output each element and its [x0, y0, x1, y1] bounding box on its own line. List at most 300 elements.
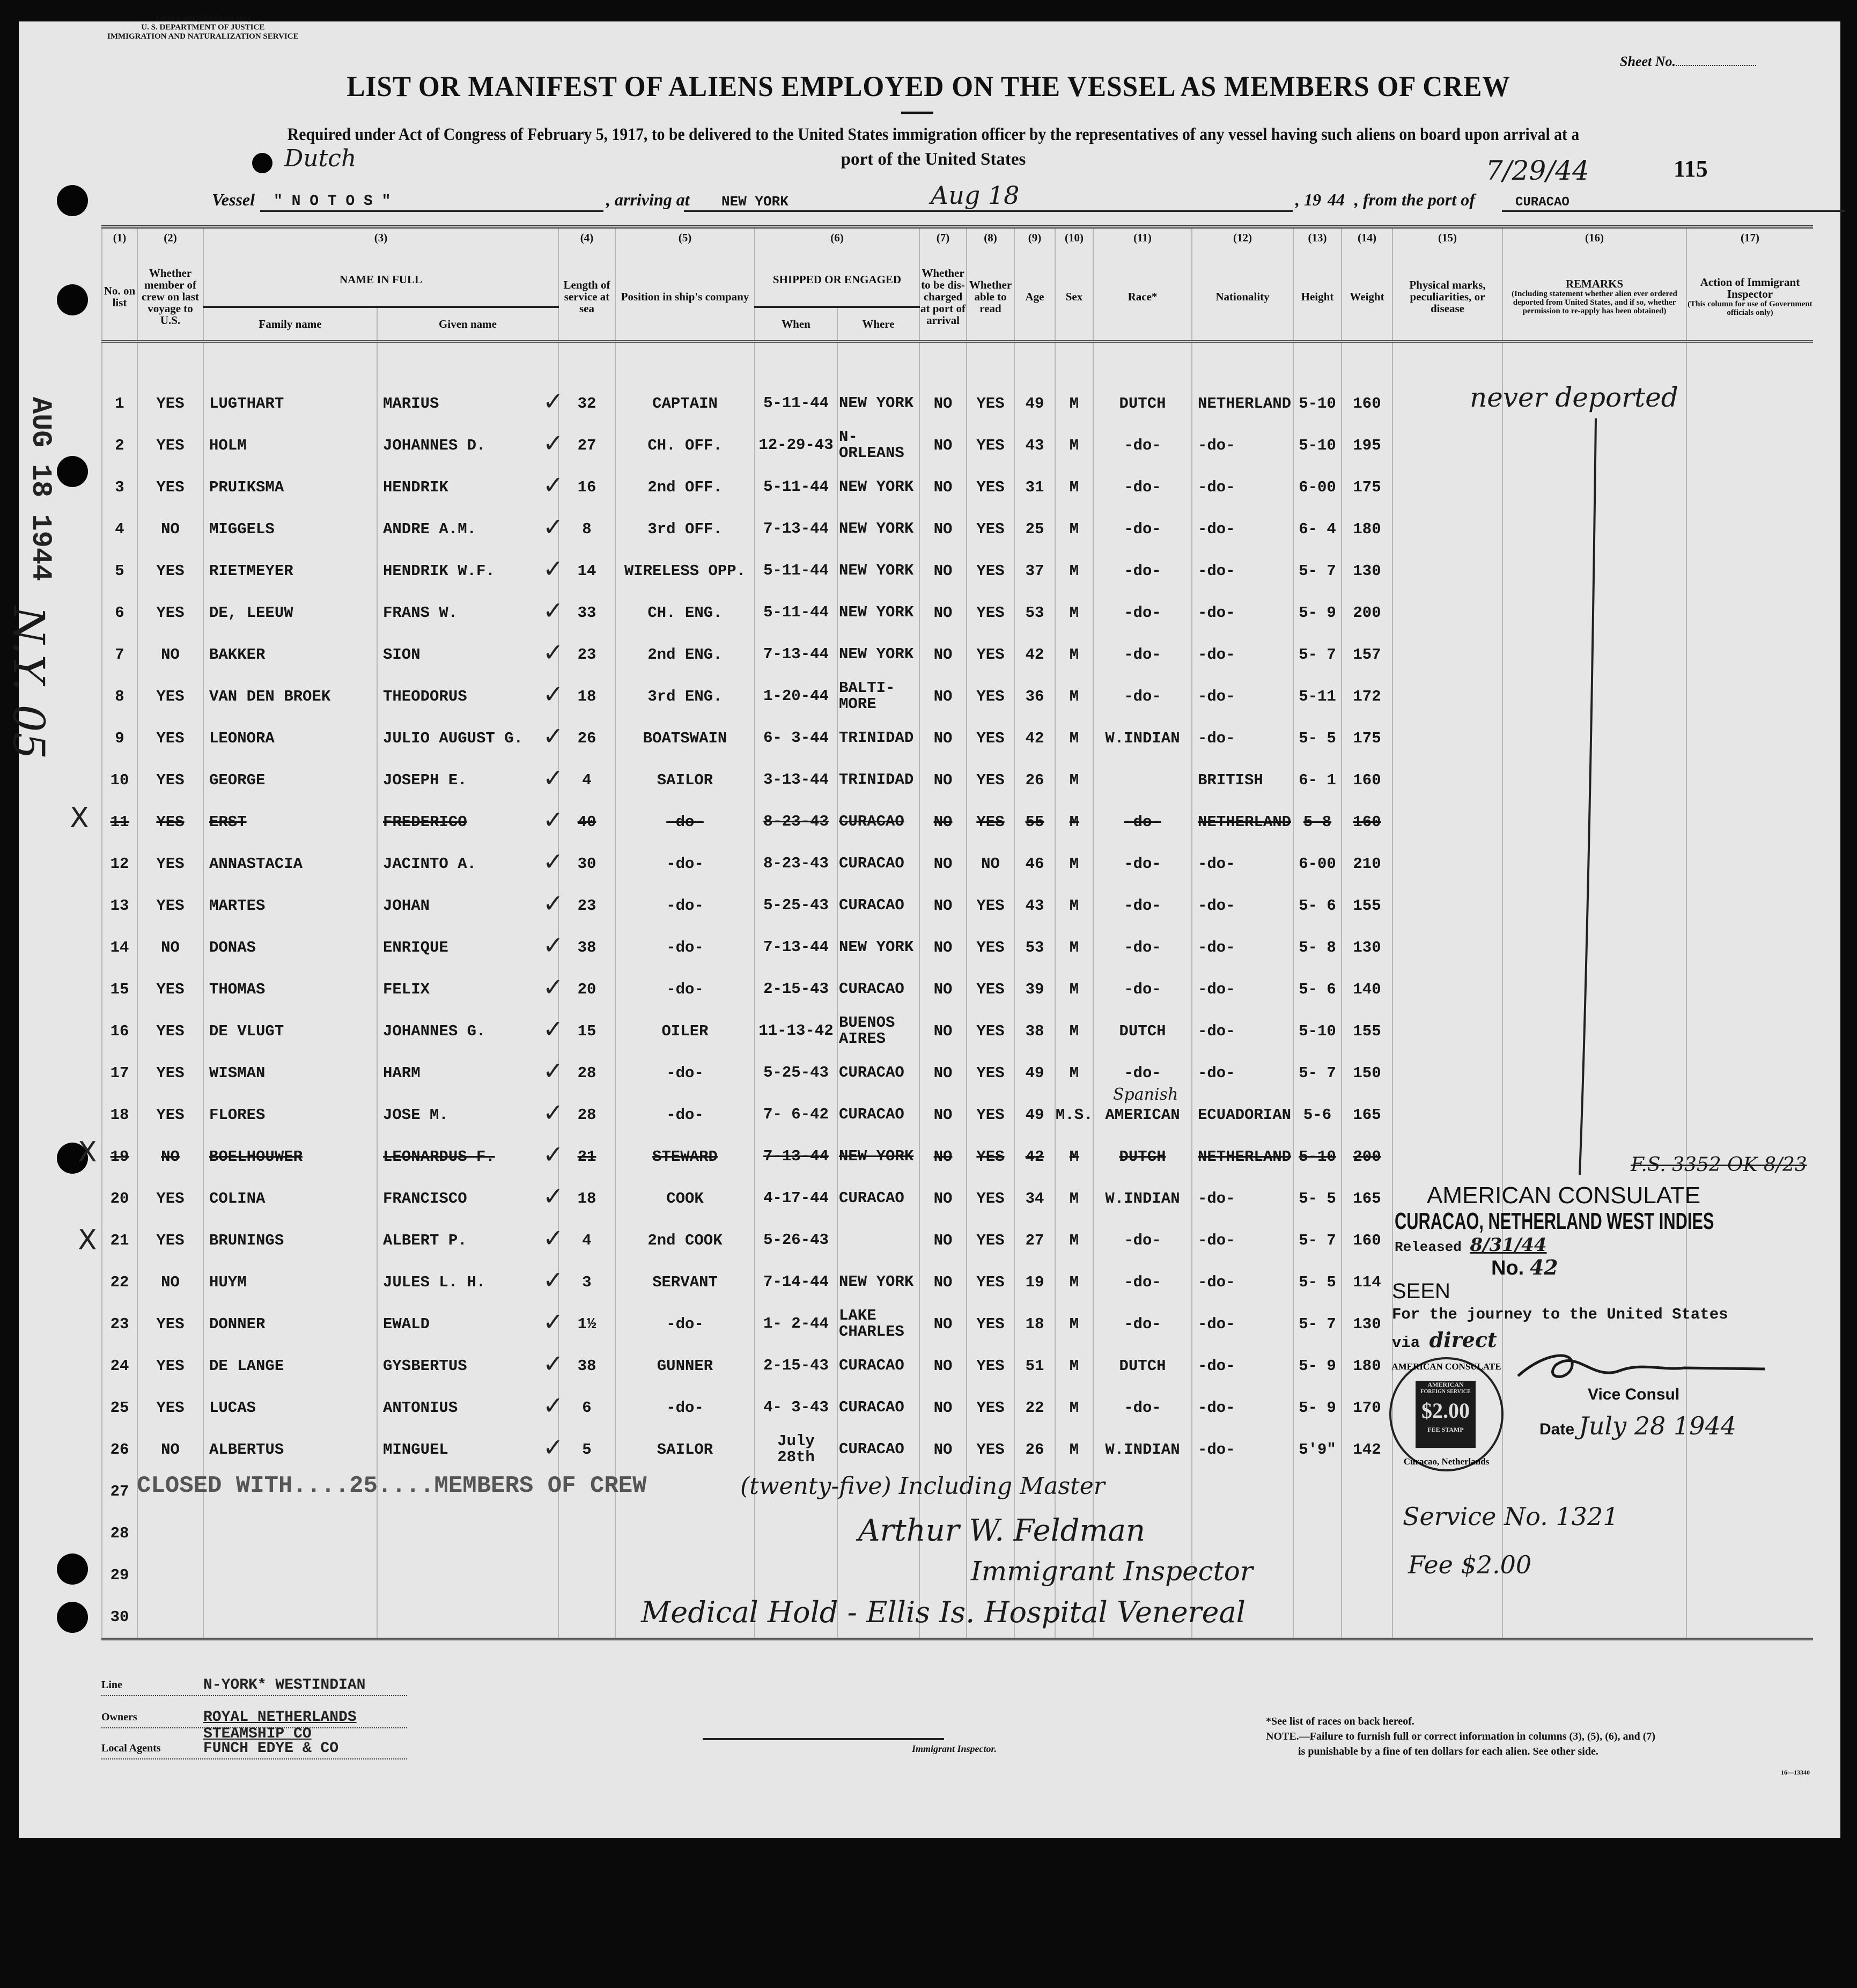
cell-read: YES [967, 466, 1014, 508]
cell-given: JOSE M. [377, 1094, 558, 1136]
cell-no: 1 [102, 382, 137, 424]
cell-no: 15 [102, 968, 137, 1010]
cell-when: 7-13-44 [755, 634, 837, 675]
released-label: Released [1395, 1239, 1462, 1255]
cell-race: AMERICAN [1093, 1094, 1192, 1136]
cell-age: 49 [1014, 1094, 1055, 1136]
cell-last-voyage: NO [137, 1261, 203, 1303]
page-title: LIST OR MANIFEST OF ALIENS EMPLOYED ON THE VESSEL AS MEMBERS OF CREW [347, 70, 1510, 102]
cell-read: YES [967, 382, 1014, 424]
cell-when: 1-20-44 [755, 675, 837, 717]
handwritten-code: N.Y. 05 [4, 606, 54, 760]
cell-weight: 150 [1342, 1052, 1392, 1094]
cell-no: 17 [102, 1052, 137, 1094]
note-races: *See list of races on back hereof. [1266, 1715, 1414, 1727]
cell-family: LUCAS [203, 1387, 377, 1429]
cell-where: N-ORLEANS [837, 424, 919, 466]
cell-position: 2nd ENG. [615, 634, 755, 675]
cell-height: 5'9" [1293, 1429, 1342, 1470]
column-number: (17) [1686, 227, 1813, 253]
consul-title: Vice Consul [1588, 1386, 1680, 1403]
cell-race: DUTCH [1093, 1010, 1192, 1052]
cell-last-voyage: YES [137, 1219, 203, 1261]
cell-position: -do- [615, 1387, 755, 1429]
seal-top-text: AMERICAN CONSULATE [1391, 1361, 1501, 1372]
check-mark-icon: ✓ [543, 1056, 564, 1085]
cell-family: ERST [203, 801, 377, 843]
closing-handwritten: (twenty-five) Including Master [740, 1472, 1105, 1500]
column-number: (11) [1093, 227, 1192, 253]
cell-sex: M [1055, 1261, 1093, 1303]
date-label: Date [1539, 1420, 1575, 1438]
cell-read: YES [967, 1303, 1014, 1345]
cell-no: 28 [102, 1512, 137, 1554]
cell-read: YES [967, 1429, 1014, 1470]
closing-statement: CLOSED WITH....25....MEMBERS OF CREW [137, 1472, 647, 1499]
cell-height: 5- 7 [1293, 1219, 1342, 1261]
cell-weight: 130 [1342, 550, 1392, 592]
fee-stamp-line3: FEE STAMP [1427, 1426, 1464, 1433]
length-value: 21 [577, 1147, 596, 1166]
check-mark-icon: ✓ [543, 889, 564, 918]
cell-given: FRANCISCO [377, 1177, 558, 1219]
cell-no: 4 [102, 508, 137, 550]
cell-when: 5-25-43 [755, 885, 837, 926]
cell-no: 21 [102, 1219, 137, 1261]
handwritten-date: 7/29/44 [1486, 155, 1589, 186]
cell-last-voyage: NO [137, 1136, 203, 1177]
cell-age: 19 [1014, 1261, 1055, 1303]
cell-no: 22 [102, 1261, 137, 1303]
cell-height: 5-6 [1293, 1094, 1342, 1136]
agents-field [101, 1742, 407, 1759]
cell-given: ANTONIUS [377, 1387, 558, 1429]
cell-last-voyage: YES [137, 1010, 203, 1052]
via-value: direct [1429, 1328, 1497, 1352]
service-name: IMMIGRATION AND NATURALIZATION SERVICE [107, 32, 299, 41]
cell-when: 5-26-43 [755, 1219, 837, 1261]
fee-stamp-line2: FOREIGN SERVICE [1420, 1389, 1471, 1395]
line-value: N-YORK* WESTINDIAN [203, 1677, 366, 1694]
cell-height: 5-10 [1293, 1010, 1342, 1052]
cell-where: NEW YORK [837, 926, 919, 968]
header-race: Race* [1093, 253, 1192, 342]
year-label: , 19 [1295, 190, 1321, 209]
cell-position: OILER [615, 1010, 755, 1052]
cell-when: 5-25-43 [755, 1052, 837, 1094]
cell-discharged: NO [919, 1261, 967, 1303]
cell-where: NEW YORK [837, 592, 919, 634]
cell-age: 25 [1014, 508, 1055, 550]
cell-discharged: NO [919, 1387, 967, 1429]
cell-height: 5- 7 [1293, 634, 1342, 675]
cell-race: -do- [1093, 1261, 1192, 1303]
length-value: 18 [577, 1189, 596, 1207]
cell-discharged: NO [919, 1052, 967, 1094]
cell-weight: 160 [1342, 759, 1392, 801]
cell-last-voyage: YES [137, 1052, 203, 1094]
header-age: Age [1014, 253, 1055, 342]
cell-nationality: NETHERLAND [1192, 382, 1293, 424]
cell-weight: 210 [1342, 843, 1392, 885]
cell-no: 14 [102, 926, 137, 968]
length-value: 33 [577, 603, 596, 622]
check-mark-icon: ✓ [543, 1307, 564, 1336]
cell-no: 30 [102, 1596, 137, 1639]
cell-position: -do- [615, 1052, 755, 1094]
medical-hold-note: Medical Hold - Ellis Is. Hospital Venereal [641, 1595, 1246, 1629]
cell-read: YES [967, 926, 1014, 968]
seal-bottom-text: Curacao, Netherlands [1403, 1456, 1490, 1467]
cell-sex: M [1055, 717, 1093, 759]
cell-height: 5- 7 [1293, 550, 1342, 592]
cell-race: -do- [1093, 508, 1192, 550]
cell-sex: M [1055, 1387, 1093, 1429]
check-mark-icon: ✓ [543, 1098, 564, 1127]
cell-discharged: NO [919, 717, 967, 759]
cell-read: YES [967, 675, 1014, 717]
cell-nationality: -do- [1192, 1303, 1293, 1345]
cell-read: YES [967, 968, 1014, 1010]
cell-height: 5- 6 [1293, 885, 1342, 926]
cell-family: HOLM [203, 424, 377, 466]
cell-when: 12-29-43 [755, 424, 837, 466]
cell-family: MARTES [203, 885, 377, 926]
header-length-of-service: Length of service at sea [558, 253, 615, 342]
cell-no: 16 [102, 1010, 137, 1052]
length-value: 23 [577, 896, 596, 915]
header-no-on-list: No. on list [102, 253, 137, 342]
length-value: 1½ [577, 1315, 596, 1333]
length-value: 30 [577, 855, 596, 873]
cell-race: -do- [1093, 424, 1192, 466]
cell-where: CURACAO [837, 968, 919, 1010]
cell-no: 13 [102, 885, 137, 926]
cell-when: 5-11-44 [755, 466, 837, 508]
cell-sex: M [1055, 1303, 1093, 1345]
cell-discharged: NO [919, 1345, 967, 1387]
cell-last-voyage: YES [137, 717, 203, 759]
cell-where: CURACAO [837, 1345, 919, 1387]
header-nationality: Nationality [1192, 253, 1293, 342]
header-position: Position in ship's company [615, 253, 755, 342]
column-number: (7) [919, 227, 967, 253]
form-number: Form I-480 (Old Form 680) [155, 14, 250, 23]
strike-x-mark: X [78, 1136, 97, 1168]
header-discharged: Whether to be dis-charged at port of arrival [919, 253, 967, 342]
cell-read: YES [967, 1387, 1014, 1429]
cell-no: 11 [102, 801, 137, 843]
cell-position: CH. OFF. [615, 424, 755, 466]
header-when: When [755, 307, 837, 342]
check-mark-icon: ✓ [543, 973, 564, 1002]
cell-position: -do- [615, 843, 755, 885]
cell-age: 26 [1014, 759, 1055, 801]
cell-height: 5- 5 [1293, 1261, 1342, 1303]
cell-weight: 175 [1342, 466, 1392, 508]
sheet-no-label: Sheet No. [1620, 54, 1676, 69]
header-family-name: Family name [203, 307, 377, 342]
check-mark-icon: ✓ [543, 470, 564, 499]
agents-value: FUNCH EDYE & CO [203, 1740, 339, 1757]
no-value: 42 [1529, 1255, 1558, 1279]
column-number: (9) [1014, 227, 1055, 253]
cell-discharged: NO [919, 550, 967, 592]
cell-weight: 160 [1342, 1219, 1392, 1261]
cell-weight: 200 [1342, 592, 1392, 634]
cell-weight: 140 [1342, 968, 1392, 1010]
cell-weight: 142 [1342, 1429, 1392, 1470]
cell-given: THEODORUS [377, 675, 558, 717]
cell-age: 51 [1014, 1345, 1055, 1387]
cell-sex: M [1055, 592, 1093, 634]
cell-given: ALBERT P. [377, 1219, 558, 1261]
check-mark-icon: ✓ [543, 763, 564, 792]
cell-where: NEW YORK [837, 466, 919, 508]
cell-family: LEONORA [203, 717, 377, 759]
cell-weight: 114 [1342, 1261, 1392, 1303]
fee-stamp-amount: $2.00 [1421, 1398, 1470, 1423]
cell-age: 43 [1014, 424, 1055, 466]
owners-label: Owners [101, 1711, 137, 1723]
length-value: 14 [577, 562, 596, 580]
cell-last-voyage: YES [137, 1303, 203, 1345]
cell-sex: M [1055, 1219, 1093, 1261]
footer-notes [1266, 1714, 1655, 1759]
cell-last-voyage: YES [137, 1094, 203, 1136]
cell-position: SAILOR [615, 759, 755, 801]
cell-last-voyage: NO [137, 508, 203, 550]
cell-race: W.INDIAN [1093, 1177, 1192, 1219]
cell-where: CURACAO [837, 801, 919, 843]
from-port: CURACAO [1515, 195, 1569, 210]
cell-age: 46 [1014, 843, 1055, 885]
cell-age: 53 [1014, 926, 1055, 968]
consulate-number [1491, 1256, 1558, 1280]
cell-when: 11-13-42 [755, 1010, 837, 1052]
cell-age: 26 [1014, 1429, 1055, 1470]
cell-nationality: -do- [1192, 885, 1293, 926]
cell-sex: M [1055, 843, 1093, 885]
check-mark-icon: ✓ [543, 1140, 564, 1169]
cell-read: YES [967, 1177, 1014, 1219]
column-number: (6) [755, 227, 919, 253]
length-value: 38 [577, 938, 596, 956]
cell-weight: 180 [1342, 508, 1392, 550]
check-mark-icon: ✓ [543, 1391, 564, 1420]
cell-where: CURACAO [837, 1387, 919, 1429]
check-mark-icon: ✓ [543, 805, 564, 834]
cell-race: -do- [1093, 926, 1192, 968]
cell-family: BRUNINGS [203, 1219, 377, 1261]
cell-no: 2 [102, 424, 137, 466]
cell-where: BUENOS AIRES [837, 1010, 919, 1052]
cell-race: -do- [1093, 885, 1192, 926]
cell-no: 8 [102, 675, 137, 717]
from-label: , from the port of [1354, 190, 1475, 209]
length-value: 3 [582, 1273, 592, 1291]
cell-nationality: NETHERLAND [1192, 1136, 1293, 1177]
cell-position: 2nd COOK [615, 1219, 755, 1261]
cell-given: JACINTO A. [377, 843, 558, 885]
cell-discharged: NO [919, 968, 967, 1010]
line-field [101, 1679, 407, 1696]
via-line [1392, 1327, 1497, 1357]
cell-height: 5- 5 [1293, 717, 1342, 759]
cell-last-voyage: YES [137, 1387, 203, 1429]
cell-weight: 130 [1342, 926, 1392, 968]
cell-where: NEW YORK [837, 550, 919, 592]
check-mark-icon: ✓ [543, 554, 564, 583]
cell-height: 5- 6 [1293, 968, 1342, 1010]
cell-discharged: NO [919, 1303, 967, 1345]
cell-family: VAN DEN BROEK [203, 675, 377, 717]
column-number: (2) [137, 227, 203, 253]
cell-last-voyage: YES [137, 885, 203, 926]
header-able-to-read: Whether able to read [967, 253, 1014, 342]
cell-nationality: -do- [1192, 508, 1293, 550]
cell-position: -do- [615, 926, 755, 968]
cell-age: 39 [1014, 968, 1055, 1010]
cell-weight: 165 [1342, 1177, 1392, 1219]
cell-age: 49 [1014, 1052, 1055, 1094]
cell-when: 7-13-44 [755, 1136, 837, 1177]
cell-weight: 195 [1342, 424, 1392, 466]
cell-discharged: NO [919, 926, 967, 968]
cell-given: JOHANNES D. [377, 424, 558, 466]
cell-nationality: -do- [1192, 550, 1293, 592]
cell-given: ENRIQUE [377, 926, 558, 968]
check-mark-icon: ✓ [543, 1433, 564, 1462]
check-mark-icon: ✓ [543, 638, 564, 667]
cell-sex: M [1055, 382, 1093, 424]
cell-given: FELIX [377, 968, 558, 1010]
cell-family: GEORGE [203, 759, 377, 801]
cell-race: -do- [1093, 592, 1192, 634]
cell-last-voyage: YES [137, 550, 203, 592]
length-value: 16 [577, 478, 596, 496]
length-value: 40 [577, 813, 596, 831]
cell-sex: M [1055, 1345, 1093, 1387]
remarks-title: REMARKS [1565, 277, 1624, 290]
cell-age: 38 [1014, 1010, 1055, 1052]
cell-race: -do- [1093, 550, 1192, 592]
consulate-date [1539, 1411, 1736, 1445]
cell-height: 5- 8 [1293, 926, 1342, 968]
cell-where: NEW YORK [837, 382, 919, 424]
cell-nationality: -do- [1192, 926, 1293, 968]
cell-position: 3rd ENG. [615, 675, 755, 717]
cell-sex: M [1055, 1136, 1093, 1177]
cell-race: -do- [1093, 843, 1192, 885]
cell-nationality: -do- [1192, 1052, 1293, 1094]
cell-family: DONAS [203, 926, 377, 968]
cell-read: YES [967, 759, 1014, 801]
check-mark-icon: ✓ [543, 1349, 564, 1378]
column-number: (8) [967, 227, 1014, 253]
cell-discharged: NO [919, 466, 967, 508]
cell-given: EWALD [377, 1303, 558, 1345]
cell-discharged: NO [919, 1136, 967, 1177]
subtitle-line-1: Required under Act of Congress of February 5, 1917, to be delivered to the United States immigration officer by the representatives of any vessel having such aliens on board upon arrival at a [287, 125, 1580, 144]
column-number: (1) [102, 227, 137, 253]
cell-age: 49 [1014, 382, 1055, 424]
cell-height: 5- 9 [1293, 1345, 1342, 1387]
cell-family: DE, LEEUW [203, 592, 377, 634]
cell-read: YES [967, 1052, 1014, 1094]
consulate-seal [1389, 1357, 1504, 1471]
cell-age: 27 [1014, 1219, 1055, 1261]
cell-nationality: -do- [1192, 1177, 1293, 1219]
cell-race: -do- [1093, 1387, 1192, 1429]
cell-sex: M [1055, 1010, 1093, 1052]
cell-when: 7-13-44 [755, 926, 837, 968]
cell-given: JOSEPH E. [377, 759, 558, 801]
cell-height: 5- 7 [1293, 1052, 1342, 1094]
cell-where: CURACAO [837, 885, 919, 926]
cell-no: 26 [102, 1429, 137, 1470]
cell-last-voyage: YES [137, 968, 203, 1010]
cell-weight: 165 [1342, 1094, 1392, 1136]
remarks-note: (Including statement whether alien ever ordered deported from United States, and if so, whether permission to re-apply has been obtained) [1512, 290, 1677, 315]
journey-line: For the journey to the United States [1392, 1306, 1728, 1323]
cell-nationality: -do- [1192, 675, 1293, 717]
cell-nationality: -do- [1192, 968, 1293, 1010]
cell-family: THOMAS [203, 968, 377, 1010]
cell-last-voyage: YES [137, 382, 203, 424]
cell-age: 18 [1014, 1303, 1055, 1345]
cell-height: 6- 1 [1293, 759, 1342, 801]
check-mark-icon: ✓ [543, 721, 564, 750]
line-label: Line [101, 1679, 122, 1691]
inspector-signature: Arthur W. Feldman [858, 1513, 1146, 1548]
cell-family: RIETMEYER [203, 550, 377, 592]
cell-discharged: NO [919, 1429, 967, 1470]
cell-given: ANDRE A.M. [377, 508, 558, 550]
cell-position: SAILOR [615, 1429, 755, 1470]
cell-age: 34 [1014, 1177, 1055, 1219]
vessel-name: " N O T O S " [274, 193, 391, 210]
cell-read: YES [967, 1094, 1014, 1136]
cell-given: SION [377, 634, 558, 675]
cell-sex: M [1055, 466, 1093, 508]
cell-family: DONNER [203, 1303, 377, 1345]
cell-family: WISMAN [203, 1052, 377, 1094]
cell-when: 8-23-43 [755, 843, 837, 885]
length-value: 15 [577, 1022, 596, 1040]
cell-sex: M [1055, 926, 1093, 968]
vessel-label: Vessel [212, 190, 255, 209]
action-note: (This column for use of Government officials only) [1687, 300, 1812, 317]
inspector-signature-line [703, 1738, 944, 1740]
cell-read: YES [967, 1010, 1014, 1052]
cell-when: 4- 3-43 [755, 1387, 837, 1429]
check-mark-icon: ✓ [543, 847, 564, 876]
arrival-date-stamp: AUG 18 1944 [25, 397, 56, 581]
cell-race: -do- [1093, 634, 1192, 675]
cell-position: -do- [615, 885, 755, 926]
cell-read: NO [967, 843, 1014, 885]
cell-height: 5-10 [1293, 382, 1342, 424]
cell-weight: 170 [1342, 1387, 1392, 1429]
cell-nationality: NETHERLAND [1192, 801, 1293, 843]
via-label: via [1392, 1334, 1420, 1352]
cell-position: GUNNER [615, 1345, 755, 1387]
arriving-port: NEW YORK [721, 194, 789, 210]
cell-position: BOATSWAIN [615, 717, 755, 759]
length-value: 6 [582, 1398, 592, 1417]
header-given-name: Given name [377, 307, 558, 342]
